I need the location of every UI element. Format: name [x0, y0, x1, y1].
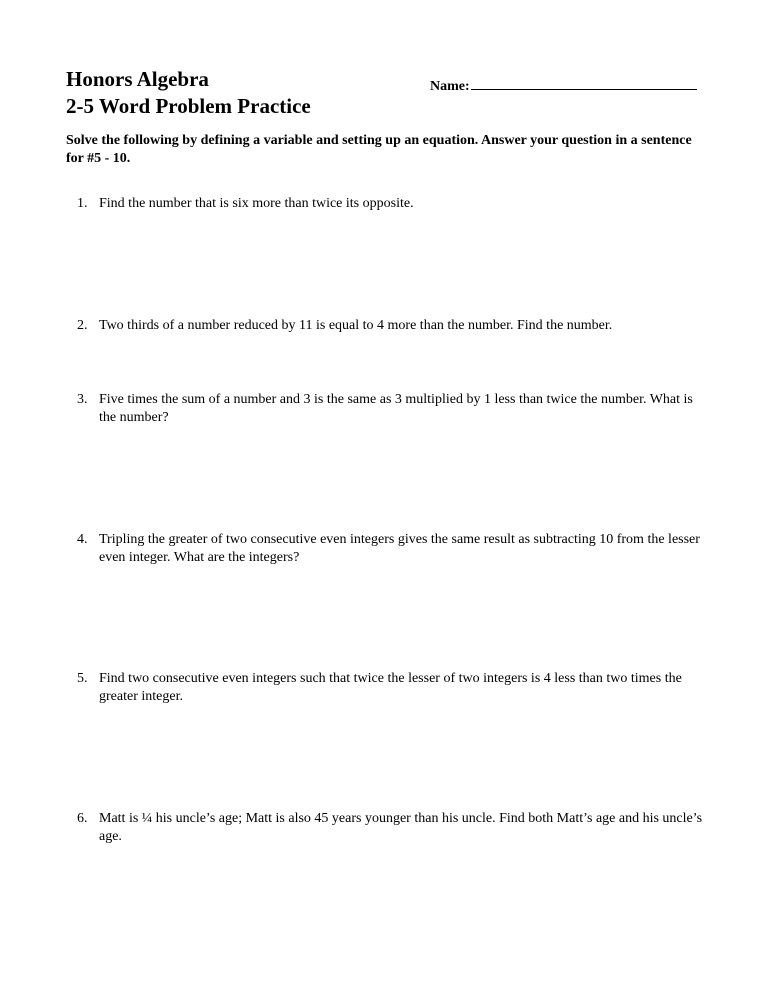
problem-number: 1. — [77, 196, 88, 211]
problem-number: 4. — [77, 532, 88, 547]
name-label: Name: — [430, 79, 470, 94]
name-field — [430, 75, 697, 95]
problem-text: Tripling the greater of two consecutive even integers gives the same result as subtracting 10 from the lesser even integer. What are the integers? — [99, 532, 700, 565]
course-title: Honors Algebra — [66, 67, 209, 91]
problem-text: Find the number that is six more than twice its opposite. — [99, 196, 414, 211]
problem-item — [66, 531, 706, 567]
problem-item — [66, 810, 706, 846]
problem-number: 5. — [77, 671, 88, 686]
problem-item — [66, 670, 706, 706]
problem-text: Find two consecutive even integers such that twice the lesser of two integers is 4 less than two times the greater integer. — [99, 671, 682, 704]
problem-text: Two thirds of a number reduced by 11 is equal to 4 more than the number. Find the number. — [99, 318, 613, 333]
instructions: Solve the following by defining a variable and setting up an equation. Answer your question in a sentence for #5 - 10. — [66, 133, 692, 166]
problem-item — [66, 317, 706, 335]
worksheet-title: 2-5 Word Problem Practice — [66, 94, 311, 118]
worksheet-header — [66, 66, 311, 120]
problem-item — [66, 391, 706, 427]
problem-number: 6. — [77, 811, 88, 826]
problem-number: 2. — [77, 318, 88, 333]
problem-text: Matt is ¼ his uncle’s age; Matt is also 45 years younger than his uncle. Find both Matt’s age and his uncle’s age. — [99, 811, 703, 844]
problem-item — [66, 195, 706, 213]
problem-text: Five times the sum of a number and 3 is the same as 3 multiplied by 1 less than twice the number. What is the number? — [99, 392, 693, 425]
name-blank-line — [471, 75, 697, 90]
problem-number: 3. — [77, 392, 88, 407]
